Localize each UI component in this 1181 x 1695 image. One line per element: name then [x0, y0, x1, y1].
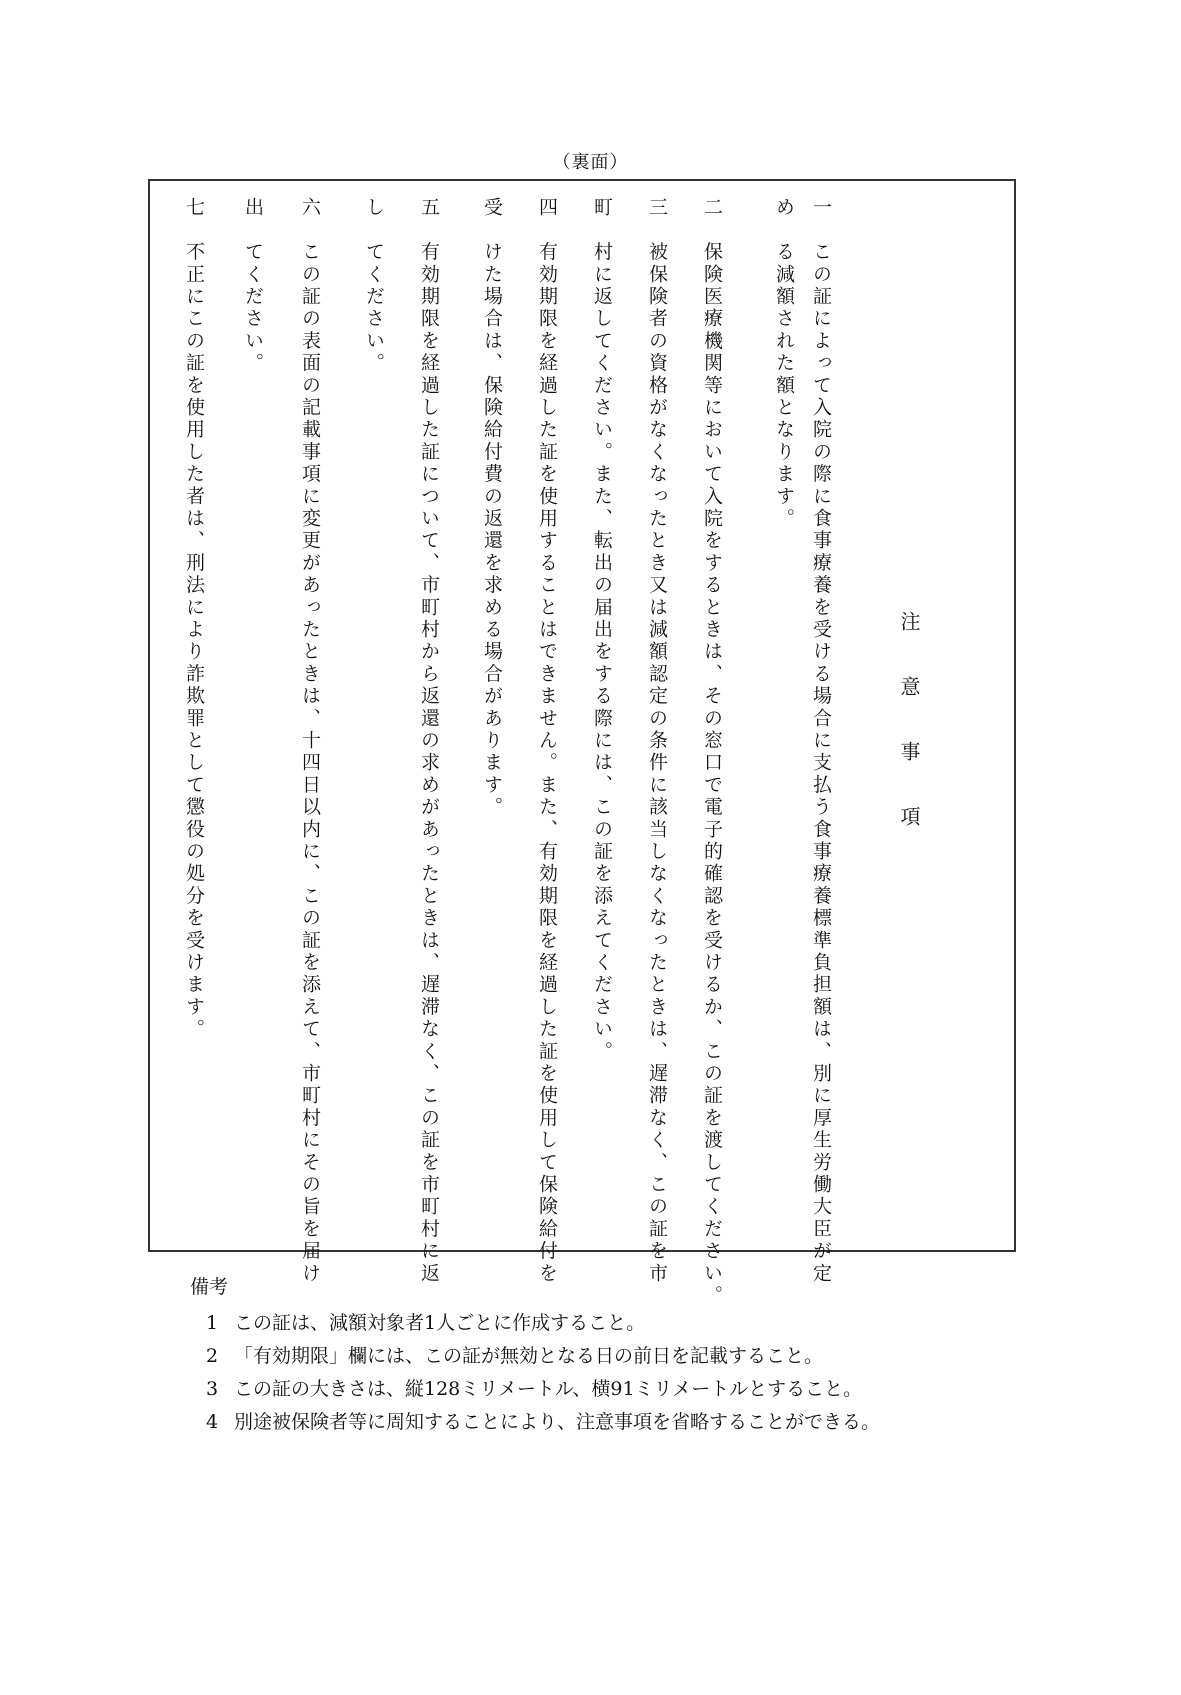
remark-text: この証は、減額対象者1人ごとに作成すること。: [234, 1312, 646, 1334]
notice-column-12: 七 不正にこの証を使用した者は、刑法により詐欺罪として懲役の処分を受けます。: [183, 197, 205, 1041]
remark-text: この証の大きさは、縦128ミリメートル、横91ミリメートルとすること。: [234, 1378, 863, 1400]
remark-item: [190, 1307, 990, 1340]
notice-column-10: 六 この証の表面の記載事項に変更があったときは、十四日以内に、この証を添えて、市町村にその旨を届け: [299, 197, 321, 1285]
notice-column-4: 三 被保険者の資格がなくなったとき又は減額認定の条件に該当しなくなったときは、遅滞なく、この証を市: [646, 197, 668, 1285]
remark-number: 1: [205, 1312, 219, 1334]
side-label: （裏面）: [552, 152, 629, 173]
notice-column-6: 四 有効期限を経過した証を使用することはできません。また、有効期限を経過した証を使用して保険給付を: [536, 197, 558, 1285]
remark-item: [190, 1373, 990, 1406]
notice-column-7: 受 けた場合は、保険給付費の返還を求める場合があります。: [481, 197, 503, 819]
remark-text: 別途被保険者等に周知することにより、注意事項を省略することができる。: [234, 1411, 881, 1433]
remarks-heading: 備考: [190, 1276, 229, 1298]
remark-number: 4: [205, 1411, 219, 1433]
notice-column-11: 出 てください。: [242, 197, 264, 375]
notice-column-1: 一 この証によって入院の際に食事療養を受ける場合に支払う食事療養標準負担額は、別に厚生労働大臣が定: [810, 197, 832, 1285]
notice-column-3: 二 保険医療機関等において入院をするときは、その窓口で電子的確認を受けるか、この証を渡してください。: [701, 197, 723, 1307]
remark-item: [190, 1406, 990, 1439]
remark-number: 3: [205, 1378, 219, 1400]
remark-number: 2: [205, 1345, 219, 1367]
remark-text: 「有効期限」欄には、この証が無効となる日の前日を記載すること。: [234, 1345, 824, 1367]
remark-item: [190, 1340, 990, 1373]
notice-column-9: し てください。: [363, 197, 385, 375]
notice-column-5: 町 村に返してください。また、転出の届出をする際には、この証を添えてください。: [591, 197, 613, 1063]
remarks-section: [190, 1267, 990, 1439]
notice-column-8: 五 有効期限を経過した証について、市町村から返還の求めがあったときは、遅滞なく、この証を市町村に返: [418, 197, 440, 1285]
notice-column-2: め る減額された額となります。: [773, 197, 795, 530]
card-title: 注意事項: [897, 611, 921, 871]
